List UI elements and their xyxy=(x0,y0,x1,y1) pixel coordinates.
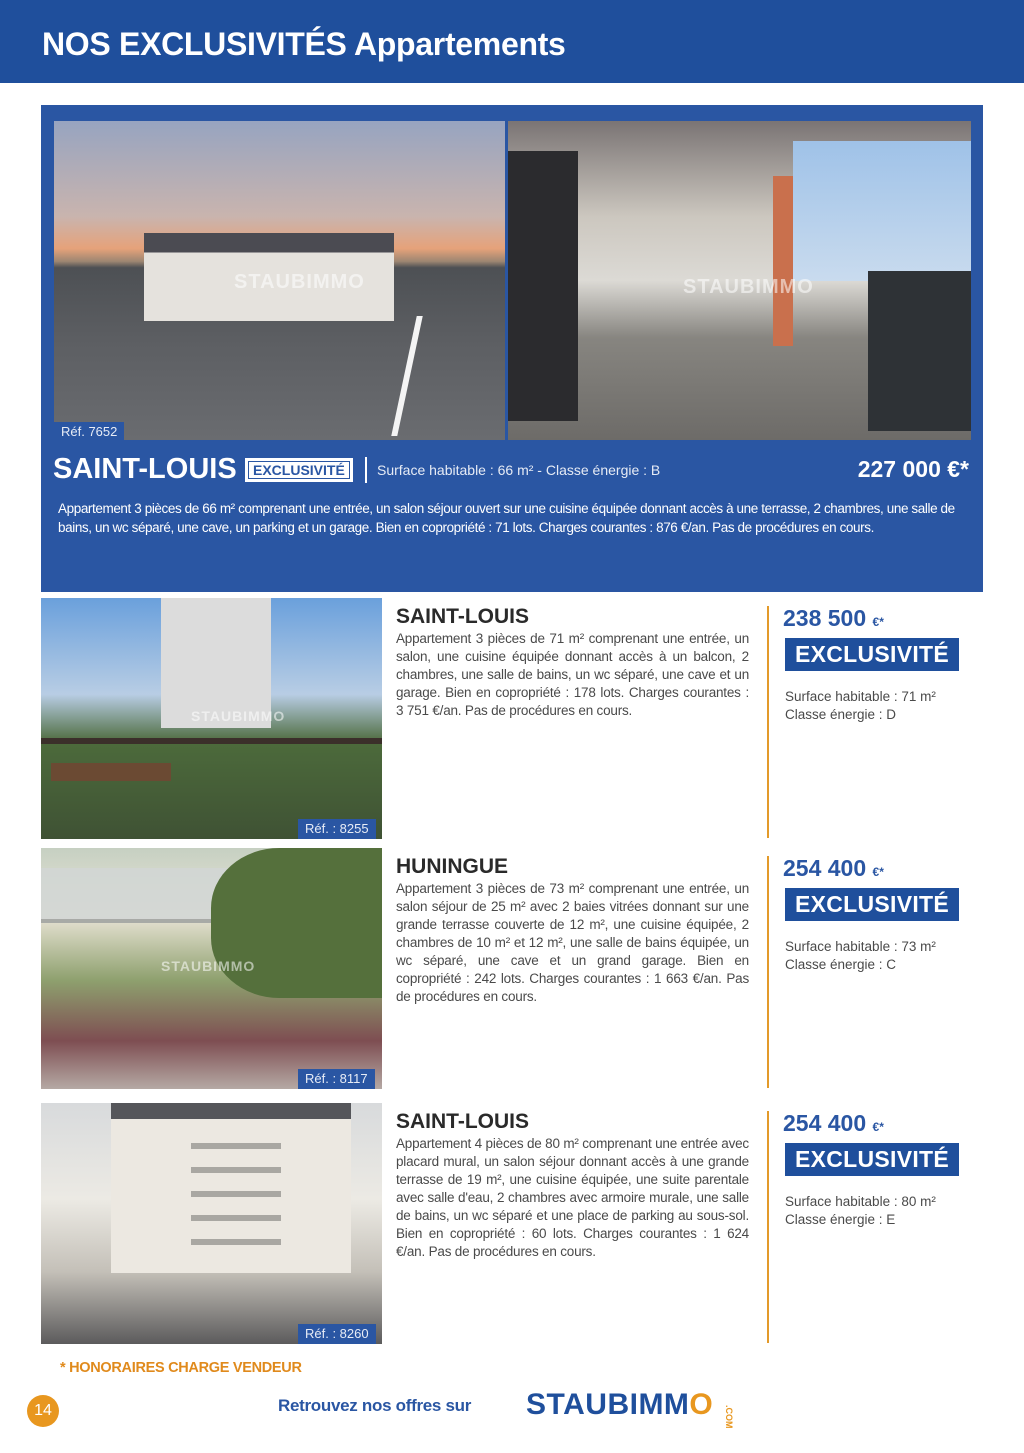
listing-description: Appartement 4 pièces de 80 m² comprenant une entrée avec placard mural, un salon séjour donnant accès à une grande terrasse de 19 m², une cuisine équipée, une suite parentale avec salle d'eau, 2 chambres avec armoire murale, une salle de bains, un wc séparé et une place de parking au sous-sol. Bien en copropriété : 60 lots. Charges courantes : 1 624 €/an. Pas de procédures en cours. xyxy=(396,1136,749,1259)
featured-photo-exterior[interactable] xyxy=(54,121,505,440)
listing-facts xyxy=(785,1193,936,1229)
listing-card[interactable] xyxy=(41,848,983,1090)
listing-ref: Réf. : 8260 xyxy=(298,1324,376,1344)
featured-ref: Réf. 7652 xyxy=(54,422,124,442)
featured-photo-terrace[interactable] xyxy=(508,121,971,440)
featured-description: Appartement 3 pièces de 66 m² comprenant une entrée, un salon séjour ouvert sur une cuisine équipée donnant accès à une terrasse, 2 chambres, une salle de bains, un wc séparé, une cave, un parking et un garage. Bien en copropriété : 71 lots. Charges courantes : 876 €/an. Pas de procédures en cours. xyxy=(58,501,955,535)
pillar xyxy=(773,176,793,346)
page-number: 14 xyxy=(27,1395,59,1427)
listing-photo[interactable] xyxy=(41,848,382,1089)
footer-cta: Retrouvez nos offres sur xyxy=(278,1396,472,1415)
watermark: STAUBIMMO xyxy=(234,271,365,293)
road-marking xyxy=(391,316,423,436)
watermark: STAUBIMMO xyxy=(683,276,814,298)
listing-photo[interactable] xyxy=(41,598,382,839)
balcony-table xyxy=(51,763,171,781)
exclusive-badge: EXCLUSIVITÉ xyxy=(785,888,959,921)
listing-divider xyxy=(767,606,769,838)
listing-ref: Réf. : 8117 xyxy=(298,1069,375,1089)
listing-surface: Surface habitable : 73 m² xyxy=(785,939,936,954)
listing-energy: Classe énergie : E xyxy=(785,1212,896,1227)
listing-description: Appartement 3 pièces de 73 m² comprenant une entrée, un salon séjour de 25 m² avec 2 baies vitrées donnant sur une grande terrasse couverte de 12 m², une cuisine équipée, 2 chambres de 10 m² et 12 m², une salle de bains équipée, un wc séparé, une cave et un grand garage. Bien en copropriété : 242 lots. Charges courantes : 1 663 €/an. Pas de procédures en cours. xyxy=(396,881,749,1004)
watermark: STAUBIMMO xyxy=(161,958,256,974)
listing-city: HUNINGUE xyxy=(396,855,509,878)
page-title: NOS EXCLUSIVITÉS Appartements xyxy=(42,26,566,62)
listing-ref: Réf. : 8255 xyxy=(298,819,376,839)
listing-price: 254 400 €* xyxy=(783,1110,884,1136)
balconies xyxy=(191,1143,281,1263)
listing-divider xyxy=(767,856,769,1088)
listing-card[interactable] xyxy=(41,1103,983,1345)
watermark: STAUBIMMO xyxy=(191,708,286,724)
featured-price: 227 000 €* xyxy=(857,456,969,482)
featured-city: SAINT-LOUIS xyxy=(53,453,237,485)
listing-city: SAINT-LOUIS xyxy=(396,1110,530,1133)
listing-card[interactable] xyxy=(41,598,983,840)
listing-surface: Surface habitable : 80 m² xyxy=(785,1194,936,1209)
featured-listing[interactable] xyxy=(41,105,983,592)
listing-price: 254 400 €* xyxy=(783,855,884,881)
featured-exclusive-badge: EXCLUSIVITÉ xyxy=(245,458,353,482)
featured-details: Surface habitable : 66 m² - Classe énergie : B xyxy=(377,462,661,478)
glass-door xyxy=(508,151,578,421)
staubimmo-logo[interactable]: STAUBIMMO xyxy=(526,1388,714,1421)
logo-domain: .COM xyxy=(724,1405,734,1429)
listing-surface: Surface habitable : 71 m² xyxy=(785,689,936,704)
balcony-rail xyxy=(41,738,382,744)
listing-facts xyxy=(785,938,936,974)
listing-photo[interactable] xyxy=(41,1103,382,1344)
listing-divider xyxy=(767,1111,769,1343)
listing-description: Appartement 3 pièces de 71 m² comprenant une entrée, un salon, une cuisine équipée donnant accès à un balcon, 2 chambres, une salle de bains, un wc séparé, une cave et un garage. Bien en copropriété : 178 lots. Charges courantes : 3 751 €/an. Pas de procédures en cours. xyxy=(396,631,749,718)
listing-city: SAINT-LOUIS xyxy=(396,605,530,628)
listing-energy: Classe énergie : C xyxy=(785,957,897,972)
tree-shape xyxy=(211,848,382,998)
exclusive-badge: EXCLUSIVITÉ xyxy=(785,638,959,671)
railing xyxy=(868,271,971,431)
sky-area xyxy=(793,141,971,281)
divider xyxy=(365,457,367,483)
exclusive-badge: EXCLUSIVITÉ xyxy=(785,1143,959,1176)
listing-facts xyxy=(785,688,936,724)
fees-note: * HONORAIRES CHARGE VENDEUR xyxy=(60,1360,302,1376)
listing-energy: Classe énergie : D xyxy=(785,707,897,722)
page-header xyxy=(0,0,1024,83)
listing-price: 238 500 €* xyxy=(783,605,884,631)
